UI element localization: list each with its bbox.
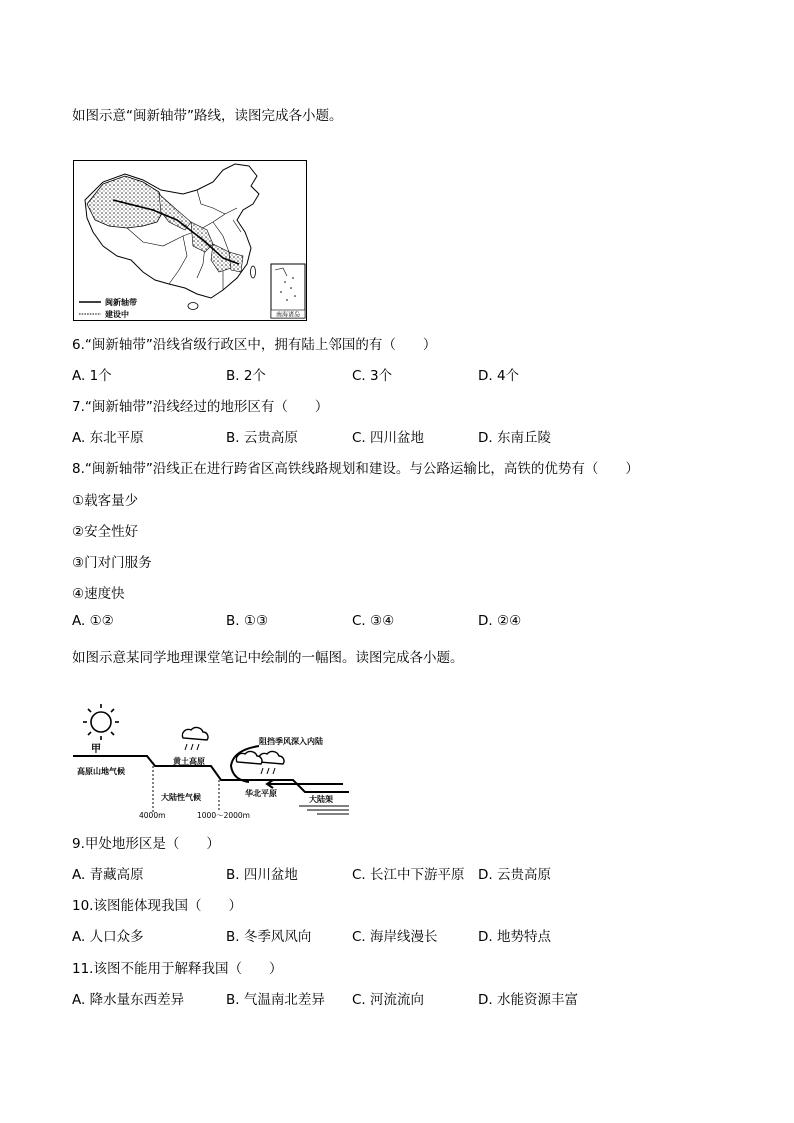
- q8-option-b[interactable]: B. ①③: [226, 613, 269, 629]
- inset-label: 南海诸岛: [275, 311, 301, 319]
- q8-option-d[interactable]: D. ②④: [478, 613, 522, 629]
- q6-option-a[interactable]: A. 1个: [72, 368, 112, 384]
- q11-stem: 11.该图不能用于解释我国（ ）: [72, 961, 283, 977]
- label-1000-2000: 1000～2000m: [197, 811, 250, 820]
- q8-option-a[interactable]: A. ①②: [72, 613, 114, 629]
- label-loess: 黄土高原: [173, 757, 205, 766]
- q6-stem: 6.“闽新轴带”沿线省级行政区中，拥有陆上邻国的有（ ）: [72, 337, 437, 353]
- q8-stem: 8.“闽新轴带”沿线正在进行跨省区高铁线路规划和建设。与公路运输比，高铁的优势有（ ）: [72, 461, 639, 477]
- terrain-profile-diagram: [73, 700, 349, 822]
- rain-cloud-icon: [182, 727, 208, 750]
- label-block: 阻挡季风深入内陆: [259, 737, 323, 746]
- q11-option-a[interactable]: A. 降水量东西差异: [72, 992, 185, 1008]
- q6-option-d[interactable]: D. 4个: [478, 368, 520, 384]
- q6-option-b[interactable]: B. 2个: [226, 368, 266, 384]
- q7-option-d[interactable]: D. 东南丘陵: [478, 430, 551, 446]
- label-plateau-climate: 高原山地气候: [77, 767, 125, 776]
- q9-stem: 9.甲处地形区是（ ）: [72, 836, 220, 852]
- section2-intro: 如图示意某同学地理课堂笔记中绘制的一幅图。读图完成各小题。: [72, 650, 464, 666]
- section1-intro: 如图示意“闽新轴带”路线，读图完成各小题。: [72, 108, 343, 124]
- legend-main-label: 闽新轴带: [105, 298, 137, 307]
- q6-option-c[interactable]: C. 3个: [352, 368, 393, 384]
- q8-item-3: ③门对门服务: [72, 555, 152, 571]
- q11-option-c[interactable]: C. 河流流向: [352, 992, 425, 1008]
- q10-option-d[interactable]: D. 地势特点: [478, 929, 551, 945]
- china-map-figure: [73, 160, 309, 322]
- q7-option-c[interactable]: C. 四川盆地: [352, 430, 425, 446]
- sun-icon: [83, 704, 119, 740]
- q8-item-4: ④速度快: [72, 586, 125, 602]
- q7-option-a[interactable]: A. 东北平原: [72, 430, 144, 446]
- q9-option-a[interactable]: A. 青藏高原: [72, 867, 144, 883]
- label-4000: 4000m: [139, 811, 166, 820]
- q8-item-2: ②安全性好: [72, 524, 139, 540]
- q10-option-b[interactable]: B. 冬季风风向: [226, 929, 312, 945]
- q11-option-d[interactable]: D. 水能资源丰富: [478, 992, 578, 1008]
- q8-item-1: ①载客量少: [72, 493, 139, 509]
- q7-stem: 7.“闽新轴带”沿线经过的地形区有（ ）: [72, 399, 329, 415]
- q8-option-c[interactable]: C. ③④: [352, 613, 395, 629]
- q11-option-b[interactable]: B. 气温南北差异: [226, 992, 325, 1008]
- q9-option-b[interactable]: B. 四川盆地: [226, 867, 298, 883]
- label-jia: 甲: [91, 744, 101, 755]
- q10-option-a[interactable]: A. 人口众多: [72, 929, 144, 945]
- label-continental: 大陆性气候: [161, 793, 201, 802]
- legend-build-label: 建设中: [105, 310, 129, 319]
- q9-option-d[interactable]: D. 云贵高原: [478, 867, 551, 883]
- q10-stem: 10.该图能体现我国（ ）: [72, 898, 242, 914]
- sea-lines: [299, 806, 349, 814]
- rain-cloud-icon: [236, 751, 284, 774]
- q7-option-b[interactable]: B. 云贵高原: [226, 430, 298, 446]
- q9-option-c[interactable]: C. 长江中下游平原: [352, 867, 465, 883]
- q10-option-c[interactable]: C. 海岸线漫长: [352, 929, 438, 945]
- label-north-plain: 华北平原: [245, 789, 277, 798]
- label-shelf: 大陆架: [309, 795, 333, 804]
